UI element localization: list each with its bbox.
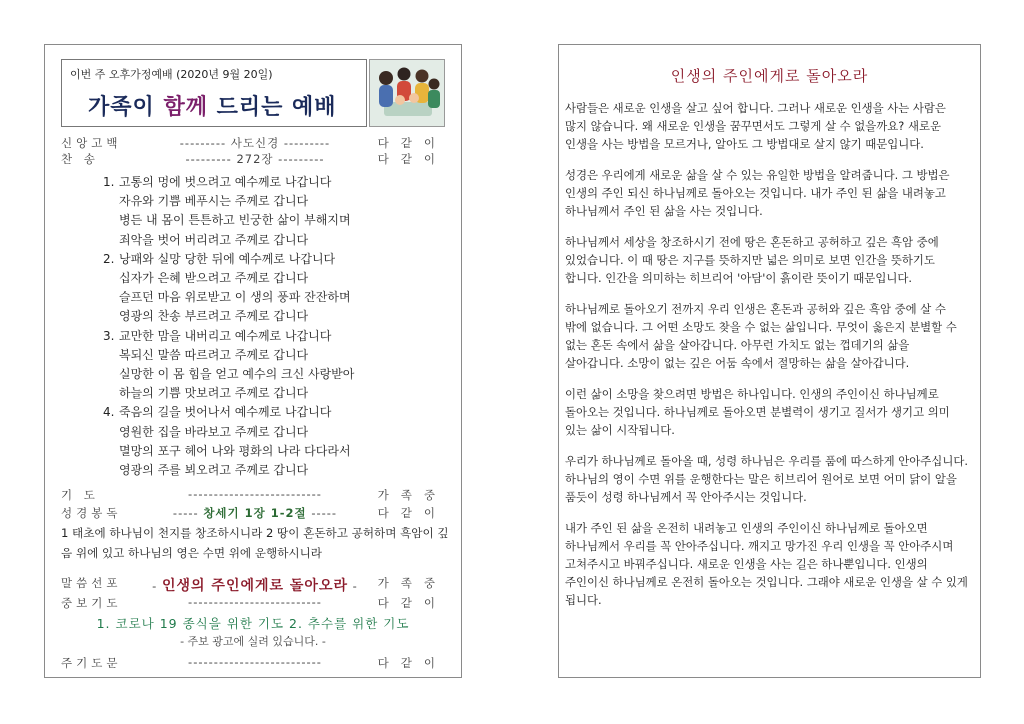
worship-date-subtitle: 이번 주 오후가정예배 (2020년 9월 20일) xyxy=(70,68,273,81)
sermon-paragraph: 내가 주인 된 삶을 온전히 내려놓고 인생의 주인이신 하나님께로 돌아오면 하나님께서 우리를 꼭 안아주십니다. 깨지고 망가진 우리 인생을 꼭 안아주시며 고쳐주시고 바꿔주십니다. 새로운 인생을 사는 길은 하나뿐입니다. 인생의 주인이신 하나님께로 온전히 돌아오는 것입니다. 그래야 새로운 인생을 살 수 있게 됩니다. xyxy=(565,521,968,607)
sermon-right-page xyxy=(558,44,981,678)
title-part: 가족 xyxy=(88,95,133,120)
lyric-line: 영광의 주를 뵈오려고 주께로 갑니다 xyxy=(119,463,309,478)
order-leader: 가족중 xyxy=(377,576,447,590)
sermon-page-title: 인생의 주인에게로 돌아오라 xyxy=(670,67,869,85)
sermon-paragraph: 이런 삶이 소망을 찾으려면 방법은 하나입니다. 인생의 주인이신 하나님께로 돌아오는 것입니다. 하나님께로 돌아오면 분별력이 생기고 질서가 생기고 의미 있는 삶이 시작됩니다. xyxy=(565,387,950,437)
order-label: 찬 송 xyxy=(61,152,99,166)
order-leader: 다같이 xyxy=(377,152,447,166)
sermon-body xyxy=(565,99,970,622)
sermon-paragraph: 성경은 우리에게 새로운 삶을 살 수 있는 유일한 방법을 알려줍니다. 그 방법은 인생의 주인 되신 하나님께로 돌아오는 것입니다. 내가 주인 된 삶을 내려놓고 하나님께서 주인 된 삶을 사는 것입니다. xyxy=(565,168,950,218)
dash-text: - xyxy=(348,579,358,593)
order-label: 말씀선포 xyxy=(61,576,122,590)
lyric-line: 영광의 찬송 부르려고 주께로 갑니다 xyxy=(119,309,309,324)
family-illustration xyxy=(369,59,445,127)
lyric-line: 낭패와 실망 당한 뒤에 예수께로 나갑니다 xyxy=(119,251,336,266)
order-content xyxy=(133,575,377,595)
verse-number: 2. xyxy=(103,251,115,266)
hymn-verse xyxy=(103,403,433,480)
order-content: --------- 272장 --------- xyxy=(185,152,325,166)
order-label: 신앙고백 xyxy=(61,136,122,150)
announcement-notice: - 주보 광고에 실려 있습니다. - xyxy=(180,635,326,648)
bulletin-title xyxy=(88,90,337,121)
order-leader: 가족중 xyxy=(377,488,447,502)
hymn-verse xyxy=(103,173,433,250)
lyric-line: 슬프던 마음 위로받고 이 생의 풍파 잔잔하며 xyxy=(119,290,351,305)
sermon-title: 인생의 주인에게로 돌아오라 xyxy=(161,578,349,594)
prayer-topics: 1. 코로나 19 종식을 위한 기도 2. 추수를 위한 기도 xyxy=(96,616,410,631)
hymn-verse xyxy=(103,327,433,404)
order-leader: 다같이 xyxy=(377,136,447,150)
order-label: 기 도 xyxy=(61,488,99,502)
lyric-line: 고통의 멍에 벗으려고 예수께로 나갑니다 xyxy=(119,175,332,189)
scripture-reference: 창세기 1장 1-2절 xyxy=(203,506,307,520)
order-leader: 다같이 xyxy=(377,656,447,670)
sermon-paragraph: 사람들은 새로운 인생을 살고 싶어 합니다. 그러나 새로운 인생을 사는 사람은 많지 않습니다. 왜 새로운 인생을 꿈꾸면서도 그렇게 살 수 없을까요? 새로운 인생을 사는 방법을 모르거나, 알아도 그 방법대로 살지 않기 때문입니다. xyxy=(565,101,946,151)
verse-number: 4. xyxy=(103,405,115,420)
lyric-line: 하늘의 기쁨 맛보려고 주께로 갑니다 xyxy=(119,386,309,401)
lyric-line: 자유와 기쁨 베푸시는 주께로 갑니다 xyxy=(119,194,309,209)
sermon-paragraph: 하나님께로 돌아오기 전까지 우리 인생은 혼돈과 공허와 깊은 흑암 중에 살 수 밖에 없습니다. 그 어떤 소망도 찾을 수 없는 삶입니다. 무엇이 옳은지 분별할 수 없는 혼돈 속에서 삶을 살아갑니다. 아무런 가치도 없는 껍데기의 삶을 살아갑니다. 소망이 없는 깊은 어둠 속에서 절망하는 삶을 살아갑니다. xyxy=(565,302,957,370)
verse-number: 1. xyxy=(103,175,115,189)
sermon-paragraph: 우리가 하나님께로 돌아올 때, 성령 하나님은 우리를 품에 따스하게 안아주십니다. 하나님의 영이 수면 위를 운행한다는 말은 히브리어 원어로 보면 어미 닭이 알을 품듯이 성령 하나님께서 꼭 안아주시는 것입니다. xyxy=(565,454,968,504)
order-label: 성경봉독 xyxy=(61,506,122,520)
order-content: -------------------------- xyxy=(188,487,322,501)
bulletin-left-page xyxy=(44,44,462,678)
lyric-line: 죽음의 길을 벗어나서 예수께로 나갑니다 xyxy=(119,405,332,420)
order-content: --------- 사도신경 --------- xyxy=(179,136,331,150)
order-leader: 다같이 xyxy=(377,596,447,610)
order-content: -------------------------- xyxy=(188,655,322,669)
verse-number: 3. xyxy=(103,328,115,343)
lyric-line: 복되신 말씀 따르려고 주께로 갑니다 xyxy=(119,347,309,362)
order-label: 중보기도 xyxy=(61,596,122,610)
title-part: 함께 xyxy=(163,95,208,120)
lyric-line: 멸망의 포구 헤어 나와 평화의 나라 다다라서 xyxy=(119,443,351,458)
lyric-line: 죄악을 벗어 버리려고 주께로 갑니다 xyxy=(119,232,309,247)
hymn-verse xyxy=(103,250,433,327)
order-leader: 다같이 xyxy=(377,506,447,520)
dash-text: ----- xyxy=(172,506,204,520)
lyric-line: 십자가 은혜 받으려고 주께로 갑니다 xyxy=(119,271,309,286)
lyric-line: 병든 내 몸이 튼튼하고 빈궁한 삶이 부해지며 xyxy=(119,213,351,228)
bulletin-header xyxy=(61,59,367,127)
title-part: 드리는 xyxy=(207,95,293,120)
order-content xyxy=(133,505,377,521)
title-part: 예배 xyxy=(292,95,337,120)
dash-text: - xyxy=(152,579,162,593)
title-part: 이 xyxy=(132,95,164,120)
dash-text: ----- xyxy=(306,506,338,520)
hymn-lyrics xyxy=(103,173,433,480)
order-content: -------------------------- xyxy=(188,595,322,609)
order-label: 주기도문 xyxy=(61,656,122,670)
sermon-paragraph: 하나님께서 세상을 창조하시기 전에 땅은 혼돈하고 공허하고 깊은 흑암 중에 있었습니다. 이 때 땅은 지구를 뜻하지만 넓은 의미로 보면 인간을 뜻하기도 합니다. 인간을 의미하는 히브리어 '아담'이 흙이란 뜻이기 때문입니다. xyxy=(565,235,939,285)
lyric-line: 영원한 집을 바라보고 주께로 갑니다 xyxy=(119,424,309,439)
scripture-text: 1 태초에 하나님이 천지를 창조하시니라 2 땅이 혼돈하고 공허하며 흑암이 깊음 위에 있고 하나님의 영은 수면 위에 운행하시니라 xyxy=(61,526,449,560)
lyric-line: 실망한 이 몸 힘을 얻고 예수의 크신 사랑받아 xyxy=(119,367,355,382)
lyric-line: 교만한 맘을 내버리고 예수께로 나갑니다 xyxy=(119,328,332,343)
